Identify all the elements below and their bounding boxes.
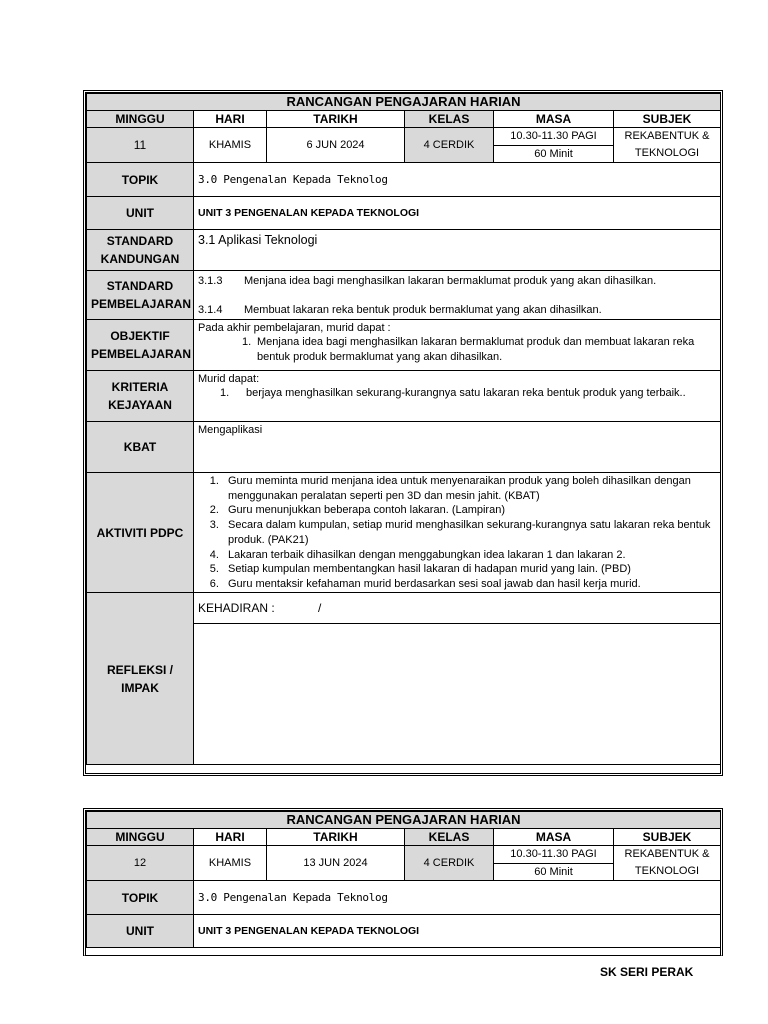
hari-value: KHAMIS (194, 846, 267, 881)
label-sp-line-2: PEMBELAJARAN (91, 297, 192, 311)
subjek-line-2: TEKNOLOGI (634, 865, 700, 877)
label-topik: TOPIK (87, 881, 194, 915)
kehadiran-slash: / (318, 601, 322, 615)
header-subjek: SUBJEK (614, 111, 721, 128)
label-kri-line-1: KRITERIA (111, 380, 169, 394)
standard-pembelajaran-value (194, 271, 721, 320)
header-minggu: MINGGU (87, 111, 194, 128)
header-masa: MASA (494, 829, 614, 846)
minggu-value: 11 (87, 128, 194, 163)
label-objektif (87, 320, 194, 371)
hari-value: KHAMIS (194, 128, 267, 163)
kelas-value: 4 CERDIK (405, 846, 494, 881)
header-minggu: MINGGU (87, 829, 194, 846)
header-hari: HARI (194, 829, 267, 846)
header-masa: MASA (494, 111, 614, 128)
topik-value: 3.0 Pengenalan Kepada Teknolog (194, 881, 721, 915)
sp-code: 3.1.3 (198, 275, 223, 287)
label-kri-line-2: KEJAYAAN (108, 398, 172, 412)
label-topik: TOPIK (87, 163, 194, 197)
aktiviti-value (194, 473, 721, 593)
aktiviti-item: 3. Secara dalam kumpulan, setiap murid menghasilkan sekurang-kurangnya satu lakaran reka bentuk produk. (PAK21) (222, 518, 716, 547)
label-refleksi (87, 593, 194, 765)
kriteria-text: berjaya menghasilkan sekurang-kurangnya satu lakaran reka bentuk produk yang terbaik.. (246, 387, 686, 399)
aktiviti-list (198, 474, 716, 592)
aktiviti-item: 2. Guru menunjukkan beberapa contoh lakaran. (Lampiran) (222, 503, 716, 518)
label-sk-line-1: STANDARD (106, 234, 174, 248)
topik-value: 3.0 Pengenalan Kepada Teknolog (194, 163, 721, 197)
label-obj-line-1: OBJEKTIF (110, 329, 170, 343)
label-standard-pembelajaran (87, 271, 194, 320)
header-hari: HARI (194, 111, 267, 128)
kbat-value: Mengaplikasi (194, 422, 721, 473)
subjek-value (614, 128, 721, 163)
tarikh-value: 13 JUN 2024 (267, 846, 405, 881)
subjek-value (614, 846, 721, 881)
sp-item (198, 303, 716, 317)
tarikh-value: 6 JUN 2024 (267, 128, 405, 163)
refleksi-value (194, 593, 721, 765)
label-kbat: KBAT (87, 422, 194, 473)
kelas-value: 4 CERDIK (405, 128, 494, 163)
label-kriteria (87, 371, 194, 422)
label-unit: UNIT (87, 197, 194, 230)
minggu-value: 12 (87, 846, 194, 881)
label-obj-line-2: PEMBELAJARAN (91, 347, 192, 361)
unit-value: UNIT 3 PENGENALAN KEPADA TEKNOLOGI (194, 915, 721, 948)
subjek-line-1: REKABENTUK & (624, 130, 710, 142)
aktiviti-item: 5. Setiap kumpulan membentangkan hasil lakaran di hadapan murid yang lain. (PBD) (222, 562, 716, 577)
lesson-plan-table (86, 811, 721, 948)
objektif-text: Menjana idea bagi menghasilkan lakaran bermaklumat produk dan membuat lakaran reka bentuk produk bermaklumat yang akan dihasilkan. (257, 336, 695, 363)
masa-duration: 60 Minit (494, 145, 614, 163)
lesson-plan-week-12 (83, 808, 723, 956)
label-sk-line-2: KANDUNGAN (100, 252, 180, 266)
label-ref-line-1: REFLEKSI / (106, 662, 173, 677)
sp-text: Menjana idea bagi menghasilkan lakaran bermaklumat produk yang akan dihasilkan. (244, 275, 657, 287)
objektif-intro: Pada akhir pembelajaran, murid dapat : (198, 322, 391, 334)
masa-time: 10.30-11.30 PAGI (494, 846, 614, 864)
header-tarikh: TARIKH (267, 829, 405, 846)
lesson-plan-table (86, 93, 721, 765)
objektif-value (194, 320, 721, 371)
label-unit: UNIT (87, 915, 194, 948)
aktiviti-item: 4. Lakaran terbaik dihasilkan dengan menggabungkan idea lakaran 1 dan lakaran 2. (222, 548, 716, 563)
header-kelas: KELAS (405, 829, 494, 846)
aktiviti-item: 6. Guru mentaksir kefahaman murid berdasarkan sesi soal jawab dan hasil kerja murid. (222, 577, 716, 592)
header-tarikh: TARIKH (267, 111, 405, 128)
kriteria-value (194, 371, 721, 422)
aktiviti-item: 1. Guru meminta murid menjana idea untuk menyenaraikan produk yang boleh dihasilkan dengan menggunakan peralatan seperti pen 3D dan mesin jahit. (KBAT) (222, 474, 716, 503)
label-standard-kandungan (87, 230, 194, 271)
header-subjek: SUBJEK (614, 829, 721, 846)
sp-code: 3.1.4 (198, 304, 223, 316)
subjek-line-2: TEKNOLOGI (634, 147, 700, 159)
sp-text: Membuat lakaran reka bentuk produk bermaklumat yang akan dihasilkan. (244, 304, 602, 316)
kriteria-intro: Murid dapat: (198, 373, 260, 385)
sp-item (198, 274, 716, 288)
kehadiran-label: KEHADIRAN : (198, 601, 275, 615)
masa-duration: 60 Minit (494, 863, 614, 881)
unit-value: UNIT 3 PENGENALAN KEPADA TEKNOLOGI (194, 197, 721, 230)
header-kelas: KELAS (405, 111, 494, 128)
kriteria-num: 1. (220, 387, 230, 399)
objektif-num: 1. (242, 336, 252, 348)
label-ref-line-2: IMPAK (121, 680, 159, 695)
kriteria-item (220, 386, 716, 401)
kehadiran-row (194, 593, 720, 624)
lesson-plan-week-11 (83, 90, 723, 776)
plan-title: RANCANGAN PENGAJARAN HARIAN (87, 812, 721, 829)
label-aktiviti: AKTIVITI PDPC (87, 473, 194, 593)
label-sp-line-1: STANDARD (106, 279, 174, 293)
standard-kandungan-value: 3.1 Aplikasi Teknologi (194, 230, 721, 271)
subjek-line-1: REKABENTUK & (624, 848, 710, 860)
school-name-footer: SK SERI PERAK (600, 965, 694, 979)
plan-title: RANCANGAN PENGAJARAN HARIAN (87, 94, 721, 111)
masa-time: 10.30-11.30 PAGI (494, 128, 614, 146)
objektif-item (242, 335, 716, 364)
